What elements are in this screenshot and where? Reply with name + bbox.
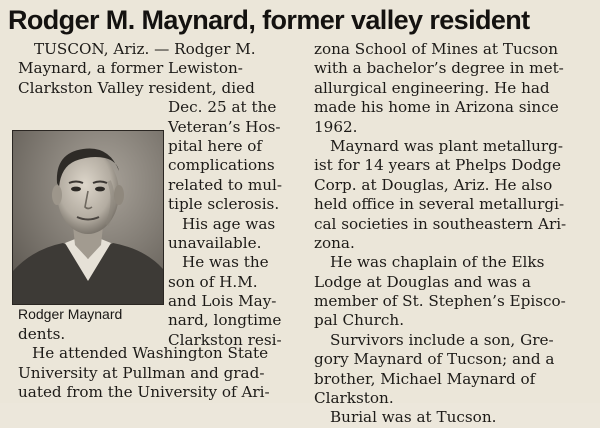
article-line: nard, longtime bbox=[168, 311, 282, 330]
article-line: and Lois May- bbox=[168, 292, 277, 311]
article-line: zona. bbox=[314, 233, 355, 252]
column-1-wrapped bbox=[168, 98, 296, 350]
article-line: cal societies in southeastern Ari- bbox=[314, 214, 567, 233]
article-line: tiple sclerosis. bbox=[168, 195, 280, 214]
article-line: Maynard, a former Lewiston- bbox=[18, 59, 243, 78]
article-line: uated from the University of Ari- bbox=[18, 383, 270, 402]
article-line: pital here of bbox=[168, 136, 263, 155]
column-1-bottom bbox=[18, 325, 296, 403]
article-line: held office in several metallurgi- bbox=[314, 195, 565, 214]
article-line: ist for 14 years at Phelps Dodge bbox=[314, 156, 562, 175]
article-line: with a bachelor’s degree in met- bbox=[314, 59, 564, 78]
portrait-image bbox=[13, 131, 163, 304]
article-line: member of St. Stephen’s Episco- bbox=[314, 292, 566, 311]
article-line: unavailable. bbox=[168, 233, 262, 252]
article-line: His age was bbox=[182, 214, 276, 233]
column-2 bbox=[314, 40, 596, 428]
headline: Rodger M. Maynard, former valley resident bbox=[8, 5, 530, 35]
article-line: He was chaplain of the Elks bbox=[330, 253, 545, 272]
article-line: 1962. bbox=[314, 117, 358, 136]
article-line: He was the bbox=[182, 253, 269, 272]
article-line: Veteran’s Hos- bbox=[168, 117, 281, 136]
article-line: Survivors include a son, Gre- bbox=[330, 330, 554, 349]
article-line: gory Maynard of Tucson; and a bbox=[314, 350, 555, 369]
article-line: University at Pullman and grad- bbox=[18, 363, 265, 382]
article-line: brother, Michael Maynard of bbox=[314, 369, 536, 388]
article-line: Maynard was plant metallurg- bbox=[330, 136, 564, 155]
article-line: Clarkston Valley resident, died bbox=[18, 78, 255, 97]
article-line: pal Church. bbox=[314, 311, 405, 330]
article-line: dents. bbox=[18, 325, 66, 343]
article-line: He attended Washington State bbox=[32, 344, 269, 363]
article-line: made his home in Arizona since bbox=[314, 98, 559, 117]
photo-caption: Rodger Maynard bbox=[18, 306, 123, 322]
portrait-photo bbox=[12, 130, 164, 305]
article-line: Corp. at Douglas, Ariz. He also bbox=[314, 175, 553, 194]
article-line: complications bbox=[168, 156, 275, 175]
article-line: allurgical engineering. He had bbox=[314, 78, 550, 97]
article-line: related to mul- bbox=[168, 175, 283, 194]
article-line: son of H.M. bbox=[168, 272, 258, 291]
article-line: TUSCON, Ariz. — Rodger M. bbox=[34, 40, 256, 58]
column-1-top bbox=[18, 40, 296, 98]
article-line: Clarkston resi- bbox=[168, 330, 282, 349]
article-line: Dec. 25 at the bbox=[168, 98, 277, 117]
article-line: zona School of Mines at Tucson bbox=[314, 40, 558, 58]
article-line: Burial was at Tucson. bbox=[330, 408, 497, 427]
article-line: Clarkston. bbox=[314, 389, 394, 408]
article-line: Lodge at Douglas and was a bbox=[314, 272, 531, 291]
